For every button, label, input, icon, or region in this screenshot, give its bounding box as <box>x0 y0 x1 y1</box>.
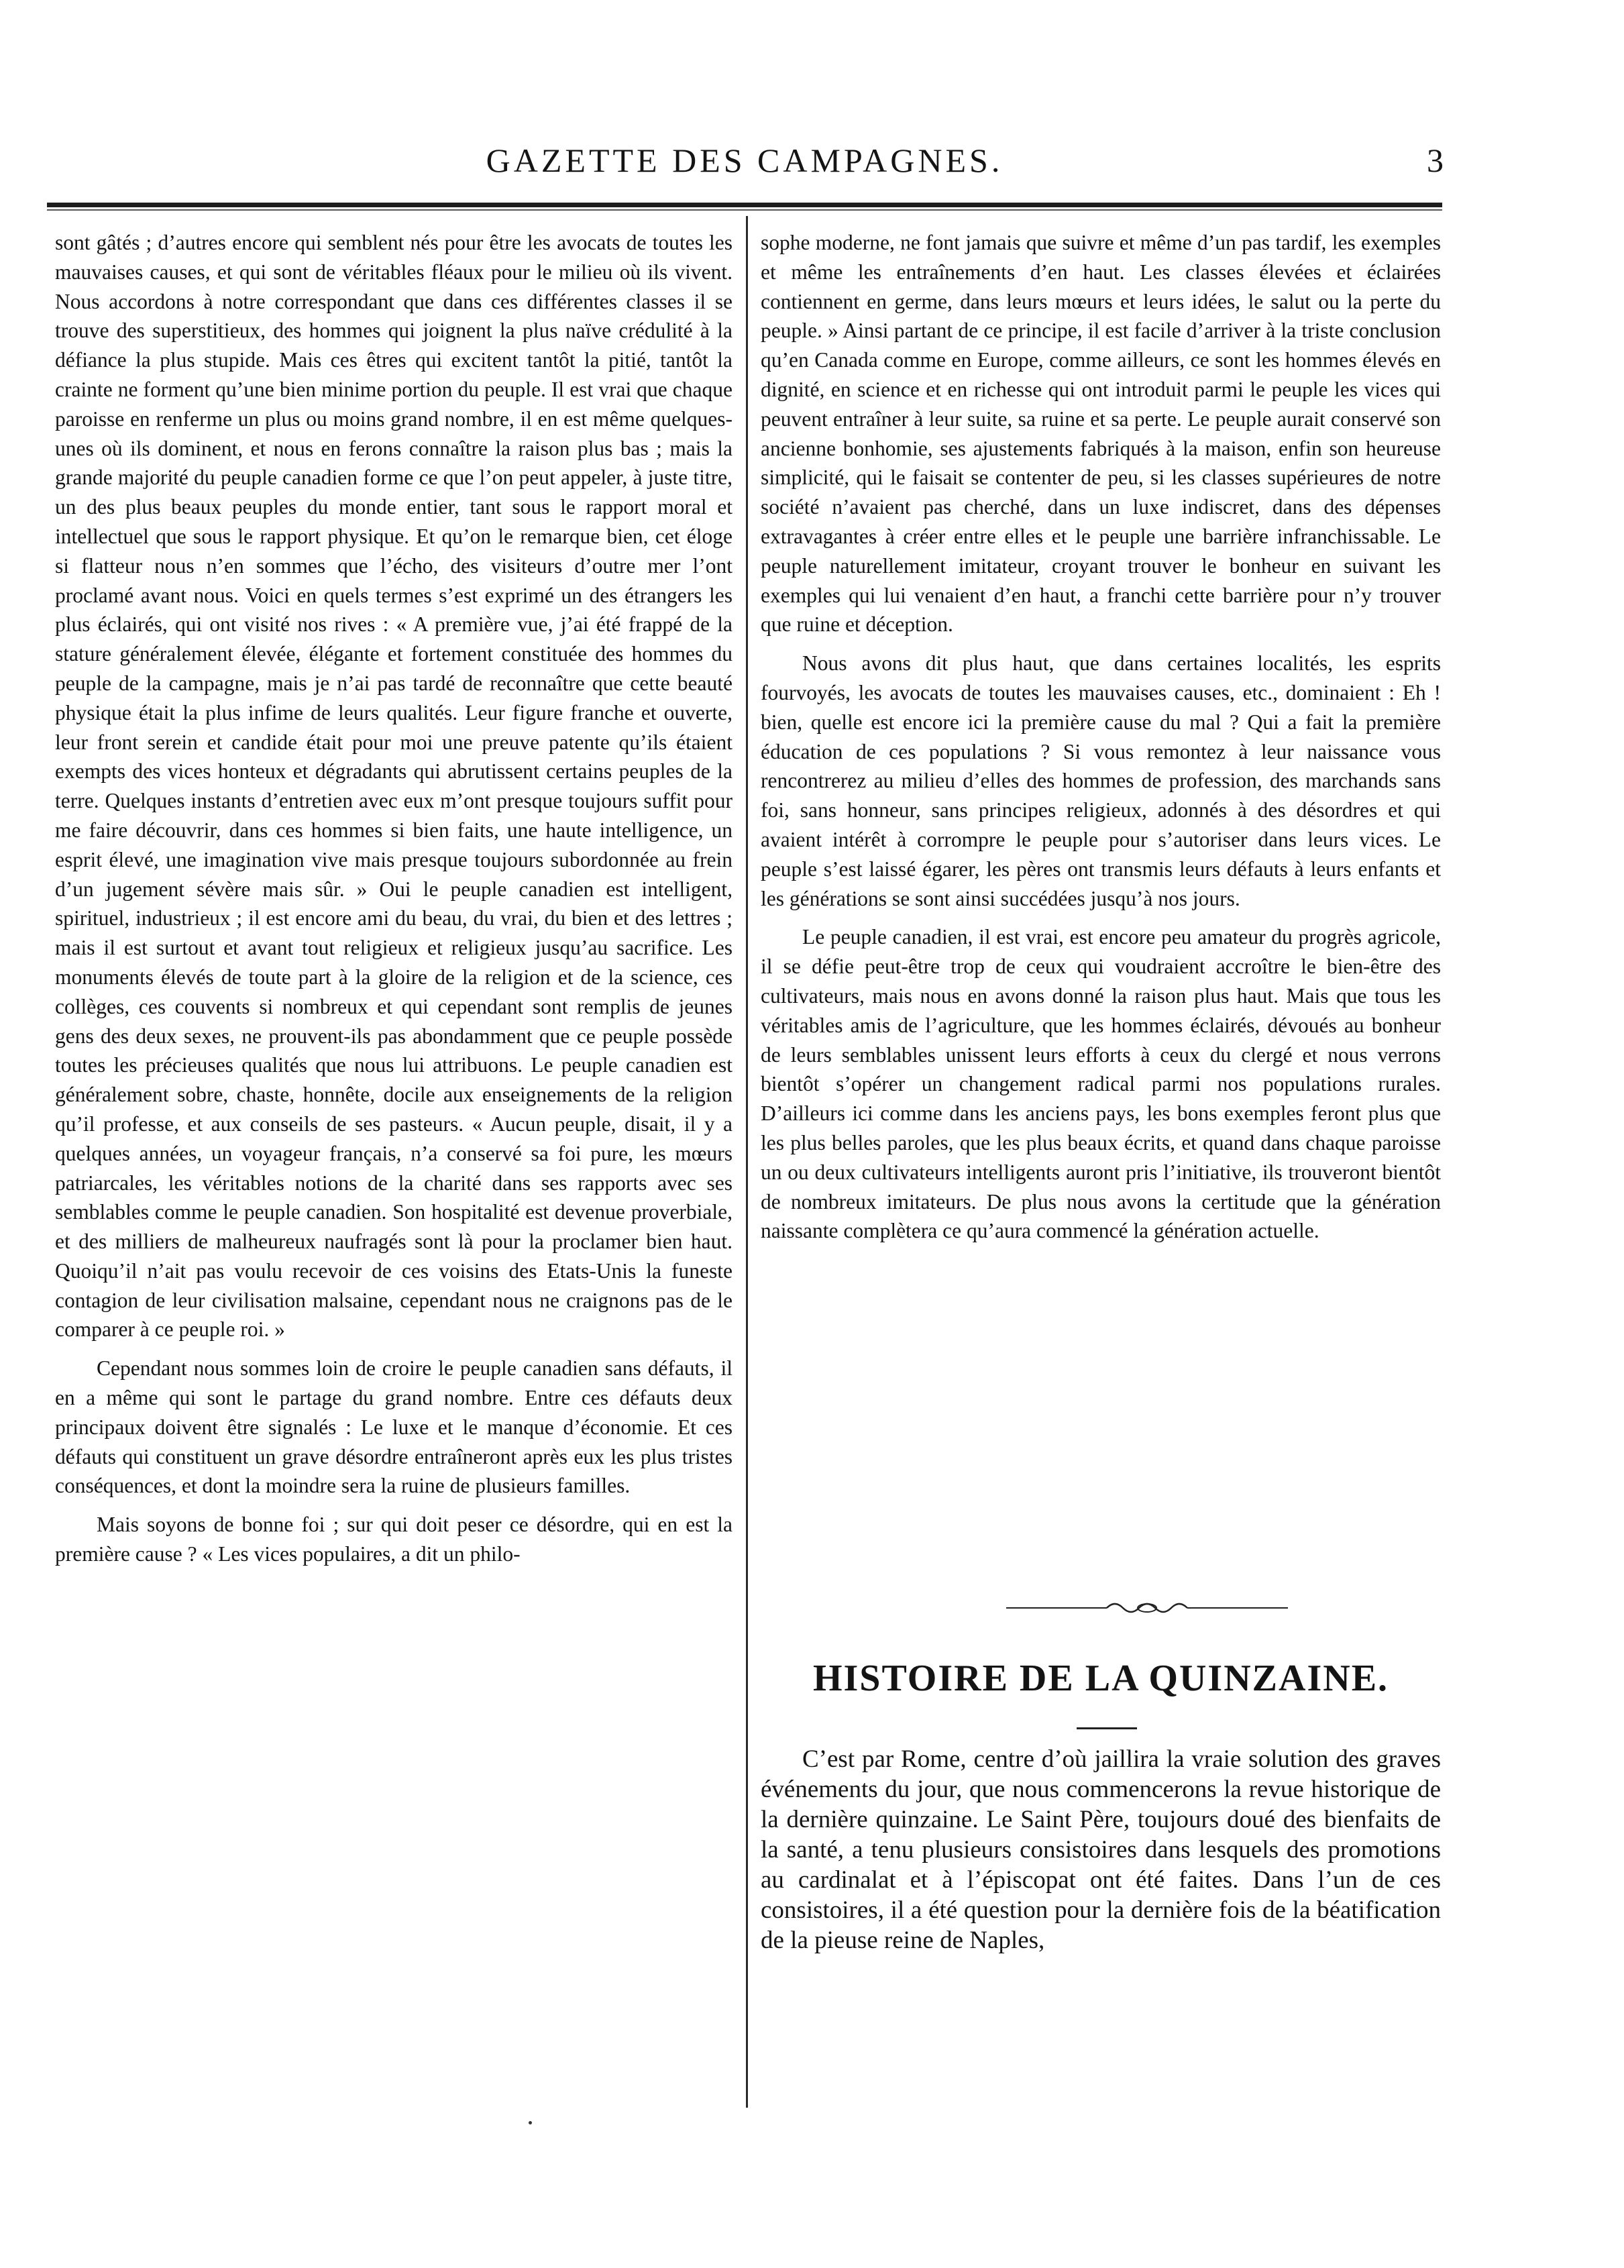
right-column <box>761 228 1441 1246</box>
right-paragraph-3: Le peuple canadien, il est vrai, est encore peu amateur du progrès agricole, il se défie peut-être trop de ceux qui voudraient accroître le bien-être des cultivateurs, mais nous en avons donné la raison plus haut. Mais que tous les véritables amis de l’agriculture, que les hommes éclairés, dévoués au bonheur de leurs semblables unissent leurs efforts à ceux du clergé et nous verrons bientôt s’opérer un changement radical parmi nos populations rurales. D’ailleurs ici comme dans les anciens pays, les bons exemples feront plus que les plus belles paroles, que les plus beaux écrits, et quand dans chaque paroisse un ou deux cultivateurs intelligents auront pris l’initiative, ils trouveront bientôt de nombreux imitateurs. De plus nous avons la certitude que la génération naissante complètera ce qu’aura commencé la génération actuelle. <box>761 925 1441 1243</box>
newspaper-title: GAZETTE DES CAMPAGNES. <box>486 142 1004 179</box>
left-paragraph-2: Cependant nous sommes loin de croire le peuple canadien sans défauts, il en a même qui sont le partage du grand nombre. Entre ces défauts deux principaux doivent être signalés : Le luxe et le manque d’économie. Et ces défauts qui constituent un grave désordre entraîneront après eux les plus tristes conséquences, et dont la moindre sera la ruine de plusieurs familles. <box>55 1356 733 1498</box>
right-paragraph-2: Nous avons dit plus haut, que dans certaines localités, les esprits fourvoyés, les avocats de toutes les mauvaises causes, etc., dominaient : Eh ! bien, quelle est encore ici la première cause du mal ? Qui a fait la première éducation de ces populations ? Si vous remontez à leur naissance vous rencontrerez au milieu d’elles des hommes de profession, des marchands sans foi, sans honneur, sans principes religieux, adonnés à des désordres et qui avaient intérêt à corrompre le peuple pour s’autoriser dans leurs vices. Le peuple s’est laissé égarer, les pères ont transmis leurs défauts à leurs enfants et les générations se sont ainsi succédées jusqu’à nos jours. <box>761 651 1441 910</box>
section-body <box>761 1744 1441 1955</box>
page-number: 3 <box>1427 142 1444 179</box>
ornament-divider-icon <box>1006 1598 1288 1618</box>
header-rule-thin <box>47 209 1442 211</box>
printing-speck <box>529 2121 532 2124</box>
left-column <box>55 228 733 1569</box>
section-title: HISTOIRE DE LA QUINZAINE. <box>812 1658 1389 1699</box>
left-paragraph-3: Mais soyons de bonne foi ; sur qui doit peser ce désordre, qui en est la première cause ? « Les vices populaires, a dit un philo- <box>55 1513 733 1566</box>
header-rule-thick <box>47 203 1442 207</box>
section-title-rule <box>1077 1727 1137 1729</box>
right-paragraph-1: sophe moderne, ne font jamais que suivre et même d’un pas tardif, les exemples et même les entraînements d’en haut. Les classes élevées et éclairées contiennent en germe, dans leurs mœurs et leurs idées, le salut ou la perte du peuple. » Ainsi partant de ce principe, il est facile d’arriver à la triste conclusion qu’en Canada comme en Europe, comme ailleurs, ce sont les hommes élevés en dignité, en science et en richesse qui ont introduit parmi le peuple les vices qui peuvent entraîner à leur suite, sa ruine et sa perte. Le peuple aurait conservé son ancienne bonhomie, ses ajustements fabriqués à la maison, enfin son heureuse simplicité, qui le faisait se contenter de peu, si les classes supérieures de notre société n’avaient pas cherché, dans un luxe indiscret, dans des dépenses extravagantes à créer entre elles et le peuple une barrière infranchissable. Le peuple naturellement imitateur, croyant trouver le bonheur en suivant les exemples qui lui venaient d’en haut, a franchi cette barrière pour n’y trouver que ruine et déception. <box>761 231 1441 637</box>
left-paragraph-1: sont gâtés ; d’autres encore qui semblent nés pour être les avocats de toutes les mauvaises causes, et qui sont de véritables fléaux pour le milieu où ils vivent. Nous accordons à notre correspondant que dans ces différentes classes il se trouve des superstitieux, des hommes qui joignent la plus naïve crédulité à la défiance la plus stupide. Mais ces êtres qui excitent tantôt la pitié, tantôt la crainte ne forment qu’une bien minime portion du peuple. Il est vrai que chaque paroisse en renferme un plus ou moins grand nombre, il en est même quelques-unes où ils dominent, et nous en ferons connaître la raison plus bas ; mais la grande majorité du peuple canadien forme ce que l’on peut appeler, à juste titre, un des plus beaux peuples du monde entier, tant sous le rapport moral et intellectuel que sous le rapport physique. Et qu’on le remarque bien, cet éloge si flatteur nous n’en sommes que l’écho, des visiteurs d’outre mer l’ont proclamé avant nous. Voici en quels termes s’est exprimé un des étrangers les plus éclairés, qui ont visité nos rives : « A première vue, j’ai été frappé de la stature généralement élevée, élégante et fortement constituée des hommes du peuple de la campagne, mais je n’ai pas tardé de reconnaître que cette beauté physique était la plus infime de leurs qualités. Leur figure franche et ouverte, leur front serein et candide était pour moi une preuve patente qu’ils étaient exempts des vices honteux et dégradants qui abrutissent certains peuples de la terre. Quelques instants d’entretien avec eux m’ont presque toujours suffit pour me faire découvrir, dans ces hommes si bien faits, une haute intelligence, un esprit élevé, une imagination vive mais presque toujours subordonnée au frein d’un jugement sévère mais sûr. » Oui le peuple canadien est intelligent, spirituel, industrieux ; il est encore ami du beau, du vrai, du bien et des lettres ; mais il est surtout et avant tout religieux et religieux jusqu’au sacrifice. Les monuments élevés de toute part à la gloire de la religion et de la science, ces collèges, ces couvents si nombreux et qui cependant sont remplis de jeunes gens des deux sexes, ne prouvent-ils pas abondamment que ce peuple possède toutes les précieuses qualités que nous lui attribuons. Le peuple canadien est généralement sobre, chaste, honnête, docile aux enseignements de la religion qu’il professe, et aux conseils de ses pasteurs. « Aucun peuple, disait, il y a quelques années, un voyageur français, n’a conservé sa foi pure, les mœurs patriarcales, les véritables notions de la charité dans ses rapports avec ses semblables comme le peuple canadien. Son hospitalité est devenue proverbiale, et des milliers de malheureux naufragés sont là pour la proclamer bien haut. Quoiqu’il n’ait pas voulu recevoir de ces voisins des Etats-Unis la funeste contagion de leur civilisation malsaine, cependant nous ne craignons pas de le comparer à ce peuple roi. » <box>55 231 733 1342</box>
section-paragraph-1: C’est par Rome, centre d’où jaillira la vraie solution des graves événements du jour, que nous commencerons la revue historique de la dernière quinzaine. Le Saint Père, toujours doué des bienfaits de la santé, a tenu plusieurs consistoires dans lesquels des promotions au cardinalat et à l’épiscopat ont été faites. Dans l’un de ces consistoires, il a été question pour la dernière fois de la béatification de la pieuse reine de Naples, <box>761 1745 1441 1954</box>
column-divider <box>746 216 748 2108</box>
masthead <box>47 136 1442 189</box>
